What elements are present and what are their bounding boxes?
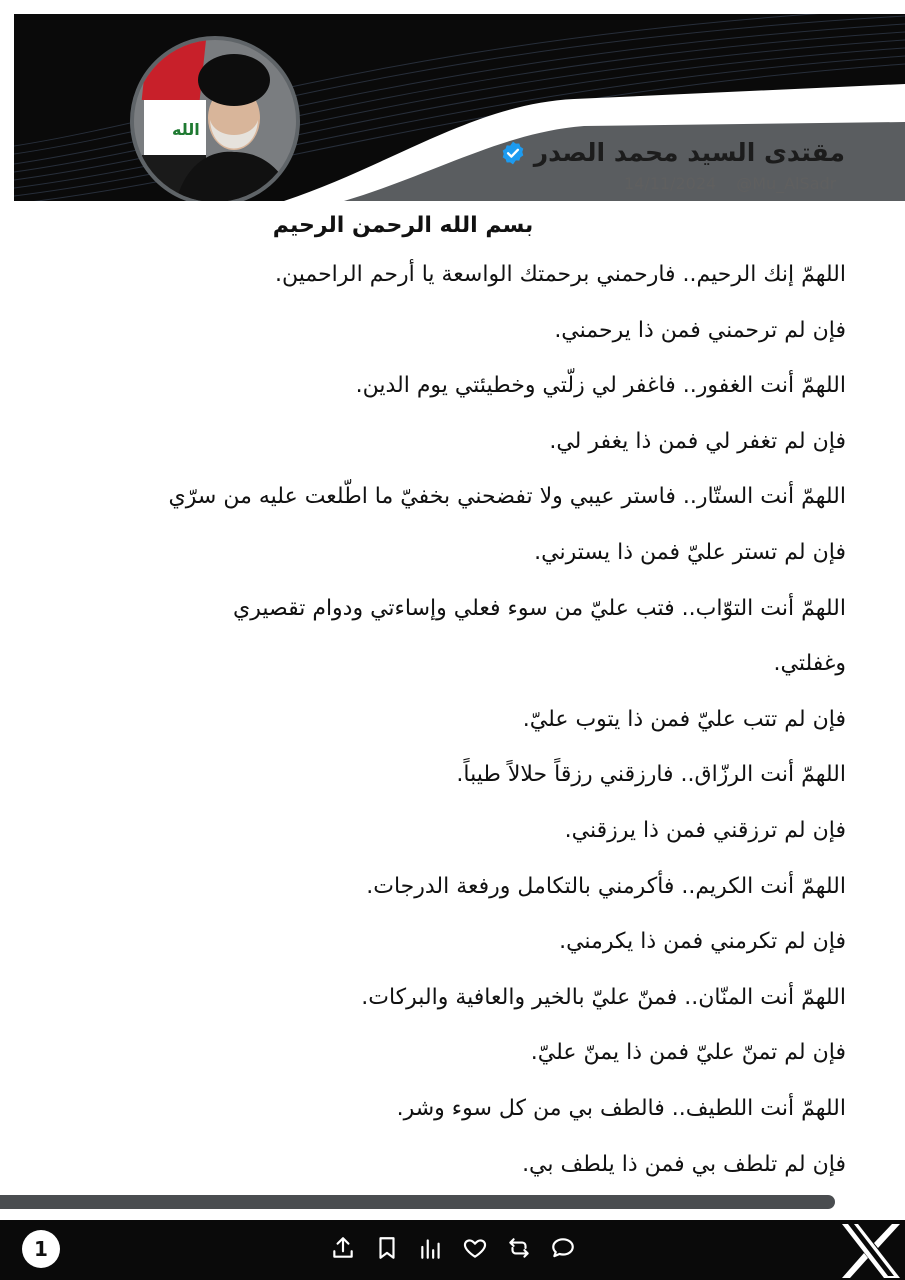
bookmark-icon[interactable] xyxy=(374,1235,400,1261)
profile-avatar[interactable] xyxy=(130,36,300,201)
prayer-line: اللهمّ أنت الستّار.. فاستر عيبي ولا تفضحني بخفيّ ما اطّلعت عليه من سرّي xyxy=(168,484,846,510)
prayer-line: اللهمّ أنت الغفور.. فاغفر لي زلّتي وخطيئتي يوم الدين. xyxy=(355,373,846,399)
x-logo-icon[interactable] xyxy=(838,1222,904,1280)
prayer-line: فإن لم تستر عليّ فمن ذا يسترني. xyxy=(534,539,846,565)
content-divider xyxy=(0,1195,835,1209)
prayer-line: فإن لم تكرمني فمن ذا يكرمني. xyxy=(559,929,846,955)
reply-icon[interactable] xyxy=(550,1235,576,1261)
share-icon[interactable] xyxy=(330,1235,356,1261)
name-row xyxy=(500,138,845,167)
post-date: 14/11/2024 xyxy=(624,174,717,193)
prayer-line: فإن لم ترزقني فمن ذا يرزقني. xyxy=(564,817,846,843)
prayer-line: وغفلتي. xyxy=(773,651,846,677)
prayer-line: اللهمّ أنت الكريم.. فأكرمني بالتكامل ورفعة الدرجات. xyxy=(366,873,846,899)
basmala-heading: بسم الله الرحمن الرحيم xyxy=(272,213,534,238)
page-number-badge: 1 xyxy=(22,1230,60,1268)
prayer-line: فإن لم ترحمني فمن ذا يرحمني. xyxy=(554,317,846,343)
verified-badge-icon xyxy=(500,140,526,166)
prayer-line: اللهمّ أنت الرزّاق.. فارزقني رزقاً حلالاً طيباً. xyxy=(456,762,846,788)
display-name[interactable]: مقتدى السيد محمد الصدر xyxy=(533,138,845,167)
prayer-line: فإن لم تتب عليّ فمن ذا يتوب عليّ. xyxy=(522,706,846,732)
avatar-portrait xyxy=(134,40,300,201)
prayer-line: فإن لم تمنّ عليّ فمن ذا يمنّ عليّ. xyxy=(530,1040,846,1066)
svg-text:الله: الله xyxy=(172,120,200,139)
prayer-line: اللهمّ أنت المنّان.. فمنّ عليّ بالخير والعافية والبركات. xyxy=(361,984,846,1010)
prayer-line: اللهمّ أنت التوّاب.. فتب عليّ من سوء فعلي وإساءتي ودوام تقصيري xyxy=(233,595,846,621)
views-icon[interactable] xyxy=(418,1235,444,1261)
meta-row xyxy=(624,174,836,193)
repost-icon[interactable] xyxy=(506,1235,532,1261)
prayer-line: فإن لم تلطف بي فمن ذا يلطف بي. xyxy=(522,1151,846,1177)
like-icon[interactable] xyxy=(462,1235,488,1261)
prayer-line: اللهمّ إنك الرحيم.. فارحمني برحمتك الواسعة يا أرحم الراحمين. xyxy=(274,262,846,287)
post-body xyxy=(40,210,846,1197)
user-handle[interactable]: @Mu_AlSadr xyxy=(736,174,837,193)
prayer-line: فإن لم تغفر لي فمن ذا يغفر لي. xyxy=(549,428,846,454)
profile-banner xyxy=(14,14,905,201)
prayer-line: اللهمّ أنت اللطيف.. فالطف بي من كل سوء وشر. xyxy=(396,1095,846,1121)
action-bar xyxy=(330,1235,576,1261)
